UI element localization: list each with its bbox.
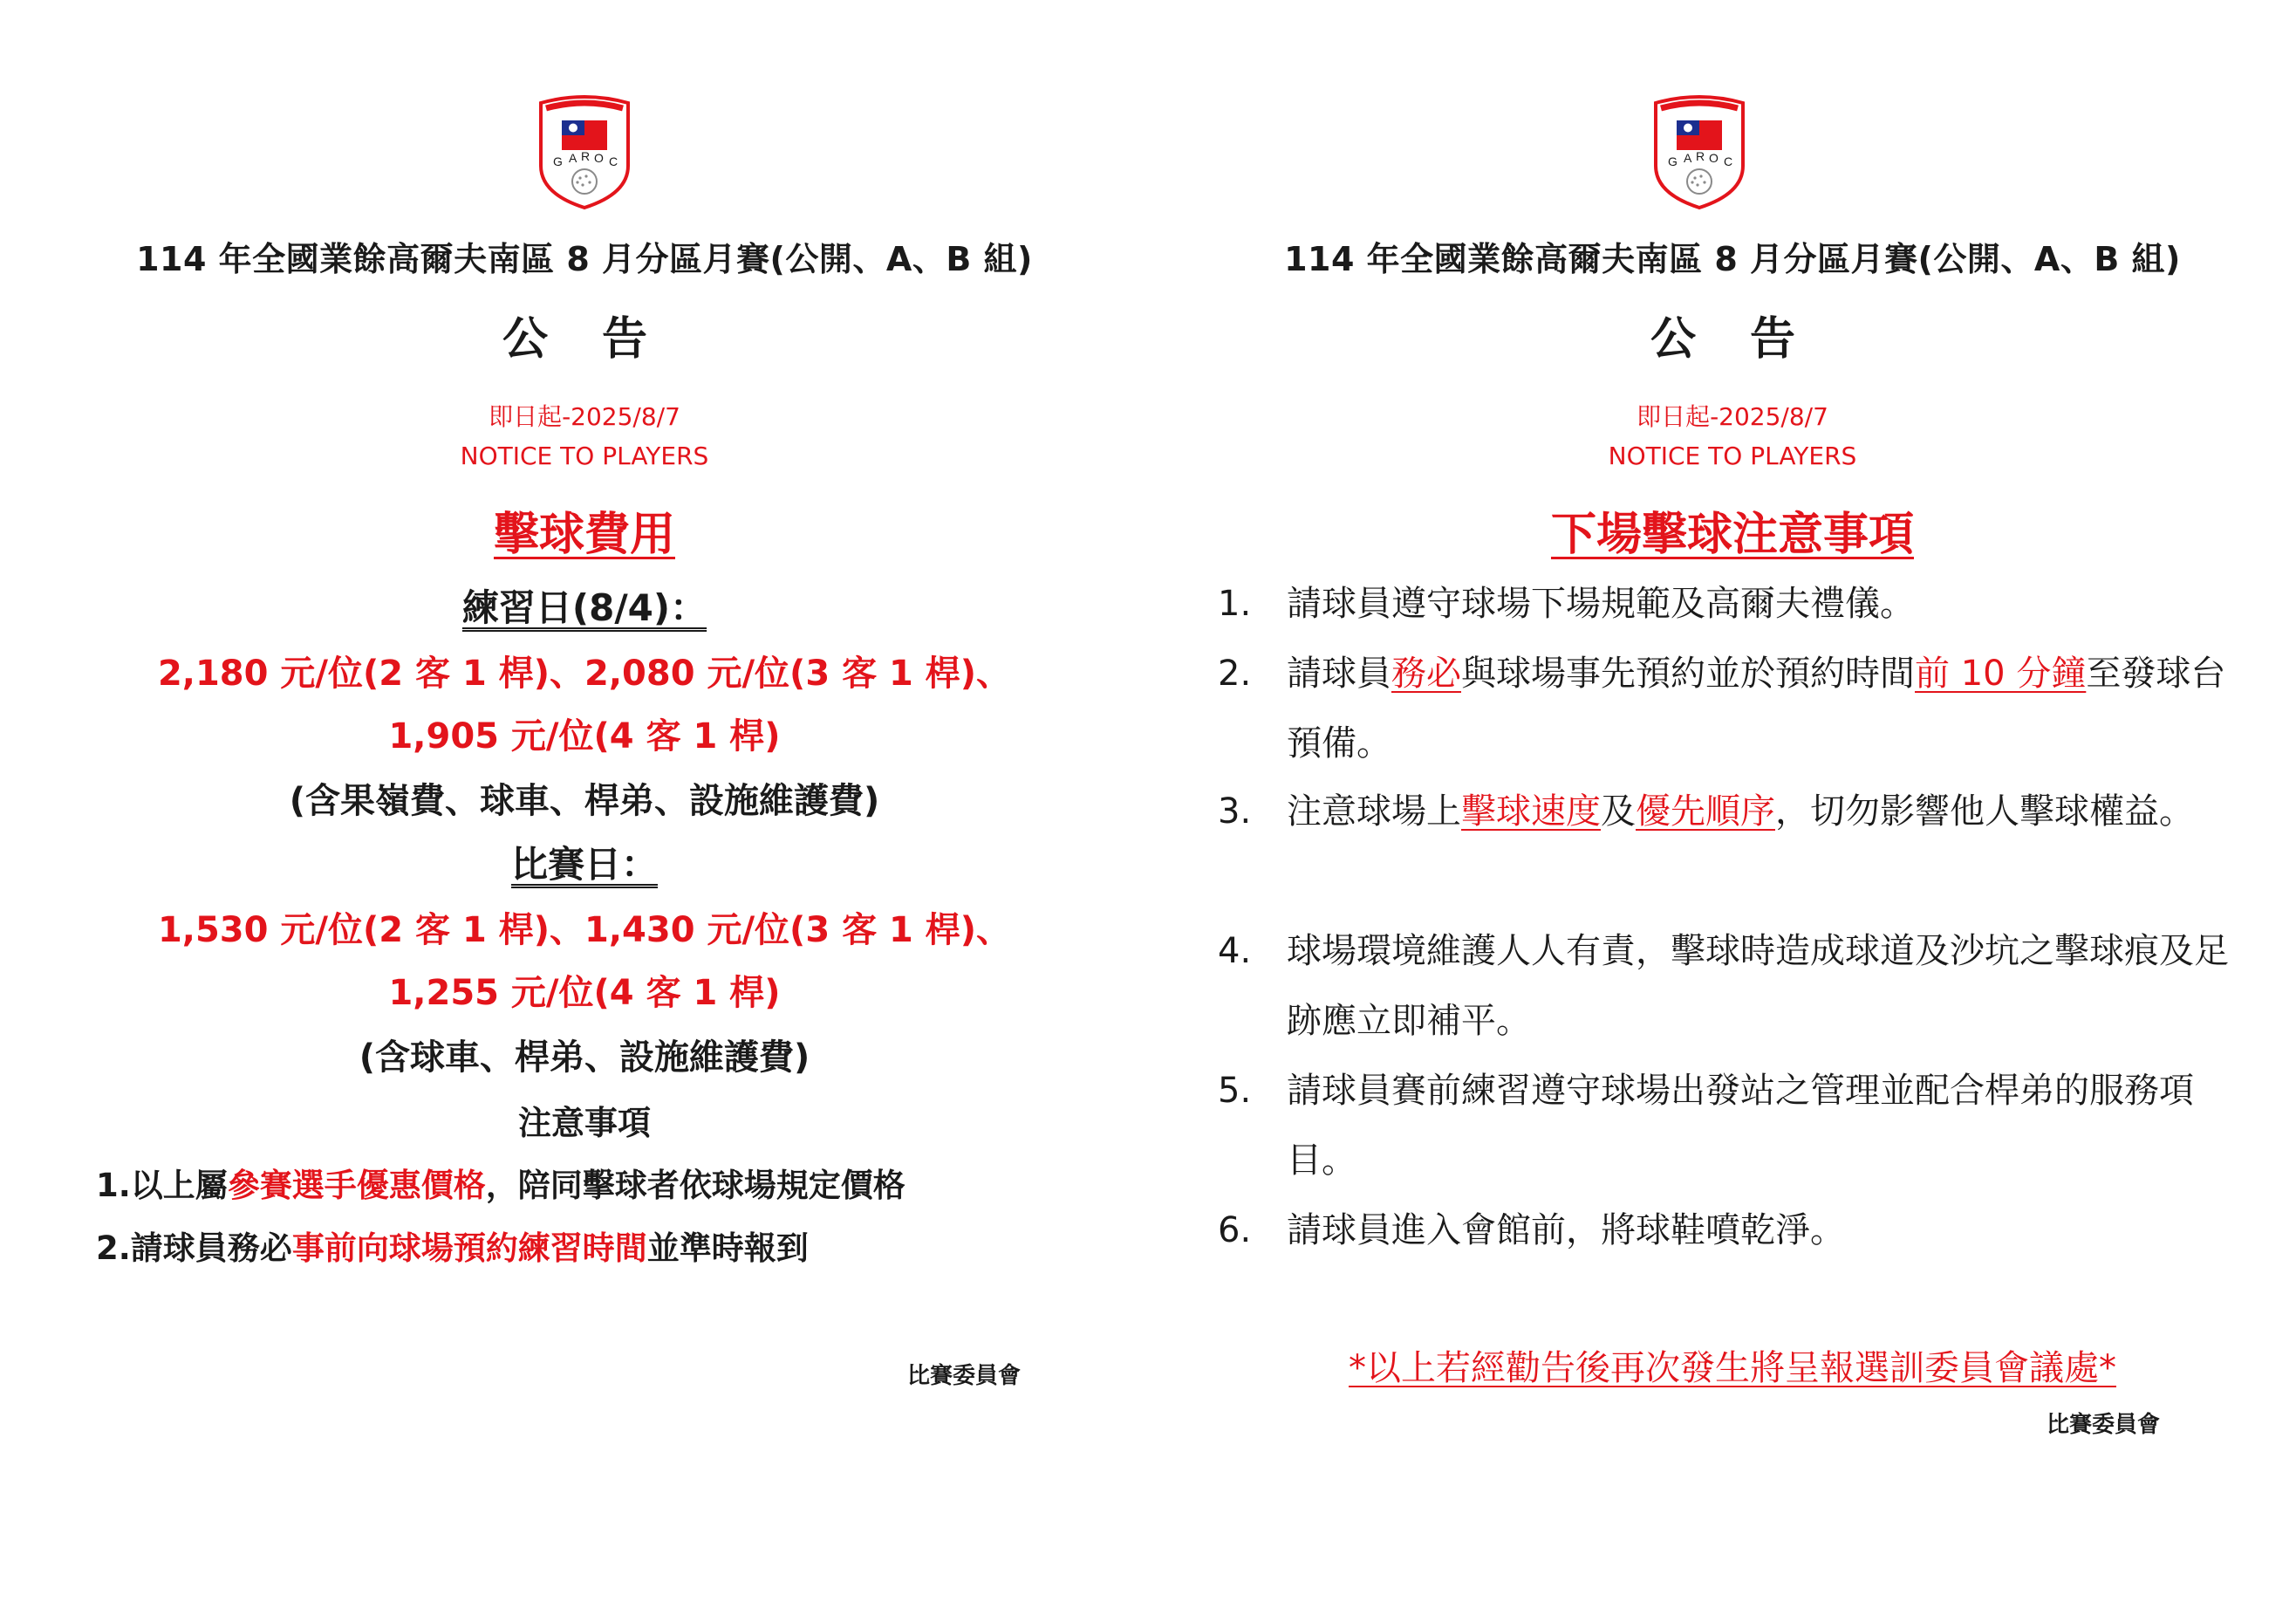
rule-6-number: 6. bbox=[1218, 1210, 1252, 1250]
right-notice-page bbox=[1148, 0, 2296, 1616]
svg-text:G: G bbox=[553, 154, 563, 168]
practice-day-text: 練習日(8/4)： bbox=[461, 586, 707, 629]
committee-signature: 比賽委員會 bbox=[907, 1363, 1022, 1389]
rule-2 bbox=[1218, 639, 2247, 778]
notice-english: NOTICE TO PLAYERS bbox=[460, 442, 709, 470]
note-2 bbox=[96, 1222, 809, 1269]
svg-text:C: C bbox=[609, 154, 618, 168]
rule-3-text bbox=[1287, 777, 2246, 846]
notice-title: 公 告 bbox=[502, 313, 667, 366]
svg-text:A: A bbox=[569, 151, 577, 165]
practice-includes: (含果嶺費、球車、桿弟、設施維護費) bbox=[289, 781, 880, 821]
practice-prices-line1: 2,180 元/位(2 客 1 桿)、2,080 元/位(3 客 1 桿)、 bbox=[157, 654, 1012, 694]
practice-day-label bbox=[87, 579, 1082, 632]
rule-2-text bbox=[1287, 639, 2246, 778]
note-1-suffix: ，陪同擊球者依球場規定價格 bbox=[485, 1167, 905, 1204]
note-1-highlight: 參賽選手優惠價格 bbox=[227, 1167, 486, 1204]
match-day-label bbox=[87, 836, 1082, 888]
rule-1-text: 請球員遵守球場下場規範及高爾夫禮儀。 bbox=[1287, 584, 1915, 624]
garoc-logo bbox=[1650, 94, 1748, 211]
rule-5 bbox=[1218, 1056, 2247, 1195]
rule-5-text: 請球員賽前練習遵守球場出發站之管理並配合桿弟的服務項目。 bbox=[1287, 1071, 2194, 1181]
event-title: 114 年全國業餘高爾夫南區 8 月分區月賽(公開、A、B 組) bbox=[136, 240, 1033, 278]
note-2-prefix: 2.請球員務必 bbox=[96, 1229, 292, 1267]
note-1-prefix: 1.以上屬 bbox=[96, 1167, 228, 1204]
svg-text:R: R bbox=[581, 149, 591, 163]
rule-2-part-c: 與球場事先預約並於預約時間 bbox=[1461, 654, 1915, 694]
svg-text:A: A bbox=[1684, 151, 1692, 165]
notes-heading: 注意事項 bbox=[517, 1104, 651, 1142]
fee-heading bbox=[87, 497, 1082, 563]
rule-1 bbox=[1218, 569, 2247, 639]
rule-3-part-c: 及 bbox=[1601, 791, 1636, 832]
notice-title: 公 告 bbox=[1650, 313, 1815, 366]
fee-heading-text: 擊球費用 bbox=[493, 509, 675, 561]
rule-2-number: 2. bbox=[1218, 654, 1252, 694]
committee-signature: 比賽委員會 bbox=[2047, 1412, 2161, 1438]
rule-4-number: 4. bbox=[1218, 931, 1252, 971]
rule-6-text: 請球員進入會館前，將球鞋噴乾淨。 bbox=[1287, 1210, 1845, 1250]
rule-3-highlight-priority: 優先順序 bbox=[1636, 791, 1775, 832]
match-day-text: 比賽日： bbox=[510, 843, 658, 886]
event-title: 114 年全國業餘高爾夫南區 8 月分區月賽(公開、A、B 組) bbox=[1284, 240, 2181, 278]
note-2-suffix: 並準時報到 bbox=[646, 1229, 809, 1267]
svg-text:O: O bbox=[594, 151, 604, 165]
rule-2-part-a: 請球員 bbox=[1287, 654, 1391, 694]
rule-2-part-e: 至發球台預備。 bbox=[1287, 654, 2226, 763]
effective-date: 即日起-2025/8/7 bbox=[1637, 402, 1828, 431]
penalty-warning bbox=[1218, 1340, 2247, 1390]
note-1 bbox=[96, 1159, 905, 1206]
rule-2-highlight-must: 務必 bbox=[1391, 654, 1461, 694]
effective-date: 即日起-2025/8/7 bbox=[489, 402, 680, 431]
rule-4-text: 球場環境維護人人有責，擊球時造成球道及沙坑之擊球痕及足跡應立即補平。 bbox=[1287, 931, 2229, 1041]
svg-text:R: R bbox=[1696, 149, 1705, 163]
rules-heading bbox=[1218, 497, 2247, 563]
match-prices-line2: 1,255 元/位(4 客 1 桿) bbox=[388, 973, 781, 1013]
svg-text:O: O bbox=[1709, 151, 1719, 165]
match-includes: (含球車、桿弟、設施維護費) bbox=[359, 1037, 810, 1078]
garoc-logo bbox=[536, 94, 633, 211]
rule-5-number: 5. bbox=[1218, 1071, 1252, 1111]
svg-text:G: G bbox=[1668, 154, 1678, 168]
rule-4 bbox=[1218, 916, 2247, 1056]
rule-3-part-e: ，切勿影響他人擊球權益。 bbox=[1775, 791, 2194, 832]
rule-6 bbox=[1218, 1195, 2247, 1265]
rule-2-highlight-10min: 前 10 分鐘 bbox=[1915, 654, 2087, 694]
notice-english: NOTICE TO PLAYERS bbox=[1608, 442, 1857, 470]
rule-3-part-a: 注意球場上 bbox=[1287, 791, 1461, 832]
rule-3 bbox=[1218, 777, 2247, 916]
match-prices-line1: 1,530 元/位(2 客 1 桿)、1,430 元/位(3 客 1 桿)、 bbox=[157, 910, 1012, 950]
rules-heading-text: 下場擊球注意事項 bbox=[1550, 509, 1914, 561]
rule-1-number: 1. bbox=[1218, 584, 1252, 624]
rule-3-number: 3. bbox=[1218, 791, 1252, 832]
penalty-warning-text: *以上若經勸告後再次發生將呈報選訓委員會議處* bbox=[1349, 1348, 2116, 1388]
rule-3-highlight-speed: 擊球速度 bbox=[1461, 791, 1601, 832]
practice-prices-line2: 1,905 元/位(4 客 1 桿) bbox=[388, 716, 781, 757]
svg-text:C: C bbox=[1724, 154, 1733, 168]
note-2-highlight: 事前向球場預約練習時間 bbox=[291, 1229, 647, 1267]
